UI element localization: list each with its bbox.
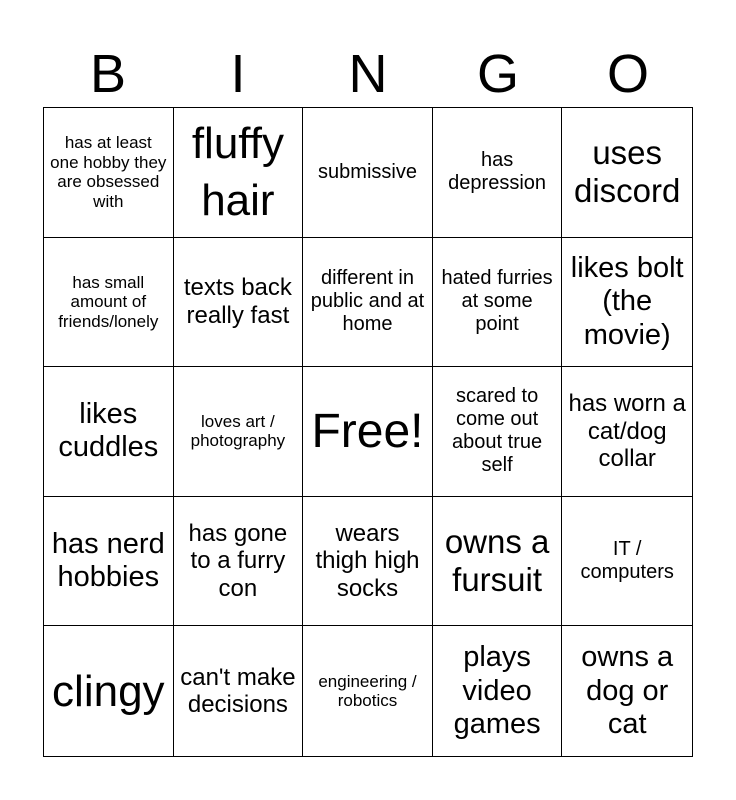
bingo-cell[interactable]: texts back really fast	[174, 238, 304, 368]
bingo-cell[interactable]: has at least one hobby they are obsessed with	[44, 108, 174, 238]
bingo-board	[43, 107, 693, 757]
bingo-cell[interactable]: hated furries at some point	[433, 238, 563, 368]
header-letter-g: G	[476, 44, 519, 104]
bingo-cell[interactable]: scared to come out about true self	[433, 367, 563, 497]
bingo-cell[interactable]: submissive	[303, 108, 433, 238]
bingo-cell[interactable]: loves art / photography	[174, 367, 304, 497]
bingo-cell[interactable]: owns a dog or cat	[581, 641, 674, 740]
bingo-cell[interactable]: engineering / robotics	[303, 626, 433, 756]
free-space-cell[interactable]: Free!	[303, 367, 433, 497]
header-letter-i: I	[230, 44, 246, 104]
bingo-cell[interactable]: wears thigh high socks	[303, 497, 433, 627]
bingo-cell[interactable]: likes cuddles	[44, 367, 174, 497]
bingo-cell[interactable]: owns a fursuit	[433, 497, 563, 627]
bingo-cell[interactable]: has gone to a furry con	[174, 497, 304, 627]
bingo-cell[interactable]: fluffy hair	[174, 108, 304, 238]
bingo-header	[43, 40, 693, 108]
bingo-cell[interactable]: has worn a cat/dog collar	[562, 367, 692, 497]
bingo-cell[interactable]: uses discord	[562, 108, 692, 238]
bingo-cell[interactable]: has nerd hobbies	[44, 497, 174, 627]
bingo-cell[interactable]: clingy	[44, 626, 174, 756]
bingo-cell[interactable]: has depression	[433, 108, 563, 238]
header-letter-n: N	[348, 44, 388, 104]
bingo-cell[interactable]: different in public and at home	[303, 238, 433, 368]
header-letter-b: B	[89, 44, 127, 104]
bingo-cell[interactable]: likes bolt (the movie)	[562, 238, 692, 368]
bingo-cell[interactable]: has small amount of friends/lonely	[44, 238, 174, 368]
header-letter-o: O	[606, 44, 649, 104]
bingo-cell[interactable]: can't make decisions	[174, 626, 304, 756]
bingo-cell[interactable]: IT / computers	[562, 497, 692, 627]
bingo-cell[interactable]: plays video games	[433, 626, 563, 756]
